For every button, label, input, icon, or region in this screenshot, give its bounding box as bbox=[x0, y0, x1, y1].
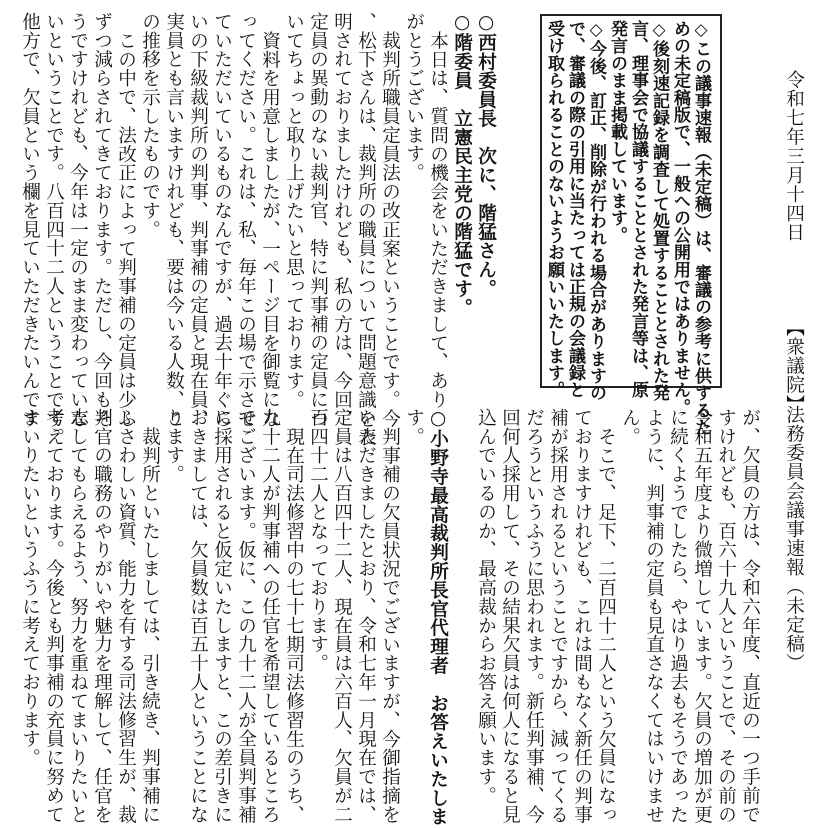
notice-line: ◇後刻速記録を調査して処置することとされた発 bbox=[649, 20, 669, 402]
header-date: 令和七年三月十四日 bbox=[783, 70, 805, 242]
speech-line: に採用されると仮定いたしますと、この差引きに bbox=[211, 408, 233, 824]
speech-line: 裁判所職員定員法の改正案ということです。今 bbox=[379, 31, 401, 428]
speech-line: いてちょっと取り上げたいと思っております。 bbox=[283, 12, 305, 409]
speech-line: ずつ減らされてきております。ただし、今回もそ bbox=[91, 12, 113, 428]
speech-line: ○小野寺最高裁判所長官代理者 お答えいたしま bbox=[427, 408, 449, 827]
speech-line: 裁判所といたしましては、引き続き、判事補に bbox=[139, 427, 161, 824]
speech-line: 定員の異動のない裁判官、特に判事補の定員につ bbox=[307, 12, 329, 428]
notice-line: 受け取られることのないようお願いいたします。 bbox=[544, 20, 564, 399]
speech-line: ○階委員 立憲民主党の階猛です。 bbox=[451, 12, 473, 317]
notice-line: ◇この議事速報（未定稿）は、審議の参考に供するた bbox=[691, 20, 711, 436]
speech-line: でございます。仮に、この九十二人が全員判事補 bbox=[235, 408, 257, 824]
speech-line: に続くようでしたら、やはり過去もそうであった bbox=[667, 408, 689, 824]
speech-line: この中で、法改正によって判事補の定員は少し bbox=[115, 31, 137, 428]
speech-line: ていただいているものなんですが、過去十年ぐら bbox=[211, 12, 233, 428]
speech-line: すけれども、百六十九人ということで、その前の bbox=[715, 408, 737, 824]
speech-line: 判官の職務のやりがいや魅力を理解して、任官を bbox=[91, 408, 113, 824]
speech-line: 考えております。今後とも判事補の充員に努めて bbox=[43, 408, 65, 824]
notice-line: で、審議の際の引用に当たっては正規の会議録と bbox=[565, 20, 585, 399]
speech-line: ふさわしい資質、能力を有する司法修習生が、裁 bbox=[115, 408, 137, 824]
speech-line: 、松下さんは、裁判所の職員について問題意識を表 bbox=[355, 12, 377, 447]
notice-line: ◇今後、訂正、削除が行われる場合がありますの bbox=[586, 20, 606, 402]
speech-line: 他方で、欠員という欄を見ていただきたいんです bbox=[19, 12, 41, 428]
speech-line: ん。 bbox=[619, 408, 641, 446]
speech-line: ように、判事補の定員も見直さなくてはいけませ bbox=[643, 408, 665, 824]
speech-line: 回何人採用して、その結果欠員は何人になると見 bbox=[499, 408, 521, 824]
speech-line: 令和五年度より微増しています。欠員の増加が更 bbox=[691, 408, 713, 824]
speech-line: おきましては、欠員数は百五十人ということにな bbox=[187, 408, 209, 824]
speech-line: 本日は、質問の機会をいただきまして、あり bbox=[427, 31, 449, 409]
speech-line: 明されておりましたけれども、私の方は、今回、 bbox=[331, 12, 353, 428]
speech-line: 百四十二人となっております。 bbox=[307, 408, 329, 673]
speech-line: す。 bbox=[403, 408, 425, 446]
speech-line: 志してもらえるよう、努力を重ねてまいりたいと bbox=[67, 408, 89, 824]
speech-line: だろうというふうに思われます。新任判事補、今 bbox=[523, 408, 545, 824]
speech-line: ○西村委員長 次に、階猛さん。 bbox=[475, 12, 497, 298]
speech-line: うですけれども、今年は一定のまま変わっていな bbox=[67, 12, 89, 428]
speech-line: 込んでいるのか、最高裁からお答え願います。 bbox=[475, 408, 497, 805]
speech-line: いということです。八百四十二人ということです。 bbox=[43, 12, 65, 447]
speech-line: 実員とも言いますけれども、要は今いる人数、こ bbox=[163, 12, 185, 428]
speech-line: 定員は八百四十二人、現在員は六百人、欠員が二 bbox=[331, 408, 353, 824]
speech-line: 九十二人が判事補への任官を希望しているところ bbox=[259, 408, 281, 824]
speech-line: がとうございます。 bbox=[403, 12, 425, 183]
notice-line: めの未定稿版で、一般への公開用ではありません。 bbox=[670, 20, 690, 416]
speech-line: の推移を示したものです。 bbox=[139, 12, 161, 239]
speech-line: 補が採用されるということですから、減ってくる bbox=[547, 408, 569, 824]
speech-line: まいりたいというふうに考えております。 bbox=[19, 408, 41, 768]
speech-line: ってください。これは、私、毎年この場で示させ bbox=[235, 12, 257, 428]
speech-line: いの下級裁判所の判事、判事補の定員と現在員、 bbox=[187, 12, 209, 428]
speech-line: 資料を用意しましたが、一ページ目を御覧にな bbox=[259, 31, 281, 428]
speech-line: が、欠員の方は、令和六年度、直近の一つ手前で bbox=[739, 408, 761, 824]
speech-line: 判事補の欠員状況でございますが、今御指摘を bbox=[379, 427, 401, 824]
header-title: 法務委員会議事速報（未定稿） bbox=[783, 405, 805, 673]
speech-line: ります。 bbox=[163, 408, 185, 484]
speech-line: 現在司法修習中の七十七期司法修習生のうち、 bbox=[283, 427, 305, 824]
speech-line: ておりますけれども、これは間もなく新任の判事 bbox=[571, 408, 593, 824]
header-house: 【衆議院】 bbox=[783, 318, 805, 414]
speech-line: いただきましたとおり、令和七年一月現在では、 bbox=[355, 408, 377, 824]
notice-line: 言、理事会で協議することとされた発言等は、原 bbox=[628, 20, 648, 399]
speech-line: そこで、足下、二百四十二人という欠員になっ bbox=[595, 427, 617, 824]
notice-line: 発言のまま掲載しています。 bbox=[607, 20, 627, 244]
